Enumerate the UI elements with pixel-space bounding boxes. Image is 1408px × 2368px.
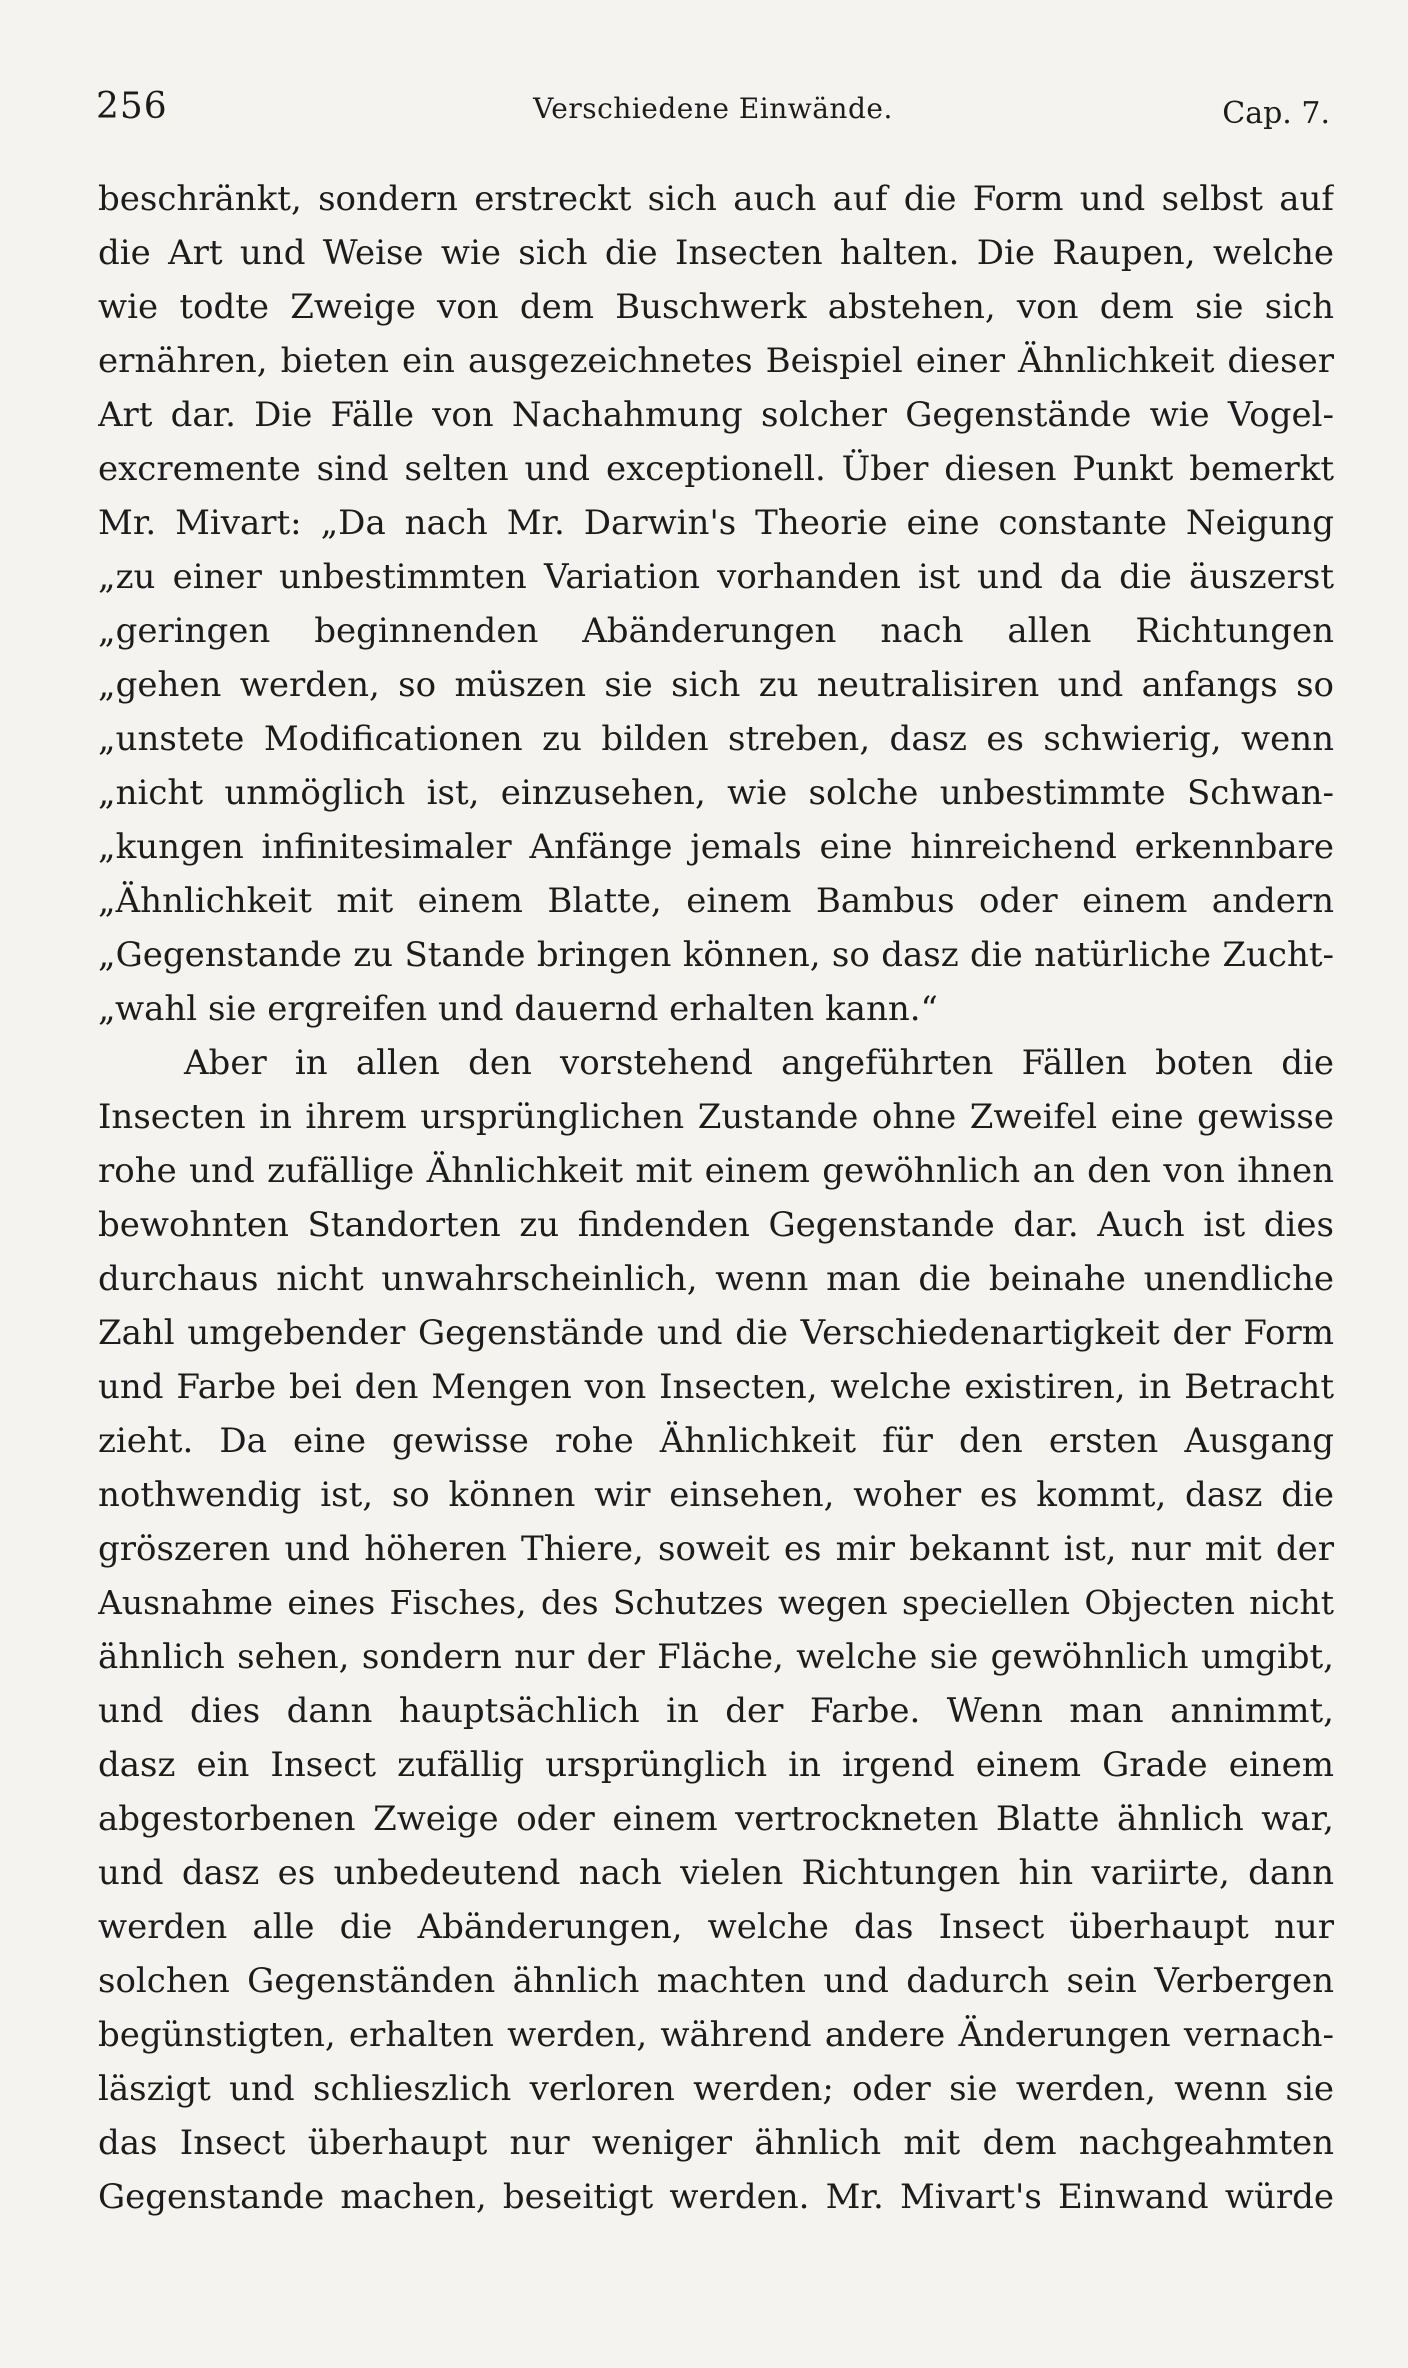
- text-line: dasz ein Insect zufällig ursprünglich in irgend einem Grade einem: [98, 1745, 1334, 1785]
- text-line: die Art und Weise wie sich die Insecten halten. Die Raupen, welche: [98, 233, 1334, 273]
- text-line: rohe und zufällige Ähnlichkeit mit einem gewöhnlich an den von ihnen: [98, 1151, 1334, 1191]
- text-line: das Insect überhaupt nur weniger ähnlich mit dem nachgeahmten: [98, 2123, 1334, 2163]
- body-text: [98, 172, 1334, 2224]
- text-line: „gehen werden, so müszen sie sich zu neutralisiren und anfangs so: [98, 665, 1334, 705]
- text-line: „wahl sie ergreifen und dauernd erhalten kann.“: [98, 989, 938, 1029]
- page-header: [96, 86, 1330, 146]
- text-line: ernähren, bieten ein ausgezeichnetes Beispiel einer Ähnlichkeit dieser: [98, 341, 1334, 381]
- text-line: gröszeren und höheren Thiere, soweit es mir bekannt ist, nur mit der: [98, 1529, 1334, 1569]
- text-line: „zu einer unbestimmten Variation vorhanden ist und da die äuszerst: [98, 557, 1334, 597]
- text-line: „Ähnlichkeit mit einem Blatte, einem Bambus oder einem andern: [98, 881, 1334, 921]
- text-line: Ausnahme eines Fisches, des Schutzes wegen speciellen Objecten nicht: [98, 1583, 1334, 1622]
- text-line: Art dar. Die Fälle von Nachahmung solcher Gegenstände wie Vogel-: [98, 395, 1334, 435]
- text-line: Mr. Mivart: „Da nach Mr. Darwin's Theorie eine constante Neigung: [98, 503, 1334, 543]
- text-line: durchaus nicht unwahrscheinlich, wenn man die beinahe unendliche: [98, 1259, 1334, 1299]
- text-line: nothwendig ist, so können wir einsehen, woher es kommt, dasz die: [98, 1475, 1334, 1515]
- chapter-label: Cap. 7.: [1222, 96, 1330, 131]
- text-line: Zahl umgebender Gegenstände und die Verschiedenartigkeit der Form: [98, 1313, 1334, 1353]
- text-line: solchen Gegenständen ähnlich machten und dadurch sein Verbergen: [98, 1961, 1334, 2001]
- text-line: wie todte Zweige von dem Buschwerk abstehen, von dem sie sich: [98, 287, 1334, 327]
- text-line: und Farbe bei den Mengen von Insecten, welche existiren, in Betracht: [98, 1367, 1334, 1407]
- running-title: Verschiedene Einwände.: [533, 92, 893, 125]
- text-line: bewohnten Standorten zu findenden Gegenstande dar. Auch ist dies: [98, 1205, 1334, 1245]
- text-line: excremente sind selten und exceptionell. Über diesen Punkt bemerkt: [98, 449, 1334, 489]
- text-line: ähnlich sehen, sondern nur der Fläche, welche sie gewöhnlich umgibt,: [98, 1637, 1334, 1677]
- text-line: werden alle die Abänderungen, welche das Insect überhaupt nur: [98, 1907, 1334, 1947]
- text-line: läszigt und schlieszlich verloren werden; oder sie werden, wenn sie: [98, 2069, 1334, 2109]
- text-line: „kungen infinitesimaler Anfänge jemals eine hinreichend erkennbare: [98, 827, 1334, 867]
- text-line: und dies dann hauptsächlich in der Farbe. Wenn man annimmt,: [98, 1691, 1334, 1731]
- text-line: und dasz es unbedeutend nach vielen Richtungen hin variirte, dann: [98, 1853, 1334, 1893]
- text-line: „Gegenstande zu Stande bringen können, so dasz die natürliche Zucht-: [98, 935, 1334, 975]
- text-line: „geringen beginnenden Abänderungen nach allen Richtungen: [98, 611, 1334, 651]
- paragraph-start-line: Aber in allen den vorstehend angeführten Fällen boten die: [184, 1043, 1334, 1083]
- text-line: abgestorbenen Zweige oder einem vertrockneten Blatte ähnlich war,: [98, 1799, 1334, 1839]
- page-number: 256: [96, 86, 168, 127]
- text-line: „unstete Modificationen zu bilden streben, dasz es schwierig, wenn: [98, 719, 1334, 759]
- text-line: zieht. Da eine gewisse rohe Ähnlichkeit für den ersten Ausgang: [98, 1421, 1334, 1461]
- text-line: Insecten in ihrem ursprünglichen Zustande ohne Zweifel eine gewisse: [98, 1097, 1334, 1137]
- text-line: „nicht unmöglich ist, einzusehen, wie solche unbestimmte Schwan-: [98, 773, 1334, 813]
- text-line: begünstigten, erhalten werden, während andere Änderungen vernach-: [98, 2015, 1334, 2055]
- text-line: Gegenstande machen, beseitigt werden. Mr. Mivart's Einwand würde: [98, 2177, 1334, 2217]
- text-line: beschränkt, sondern erstreckt sich auch auf die Form und selbst auf: [98, 179, 1334, 219]
